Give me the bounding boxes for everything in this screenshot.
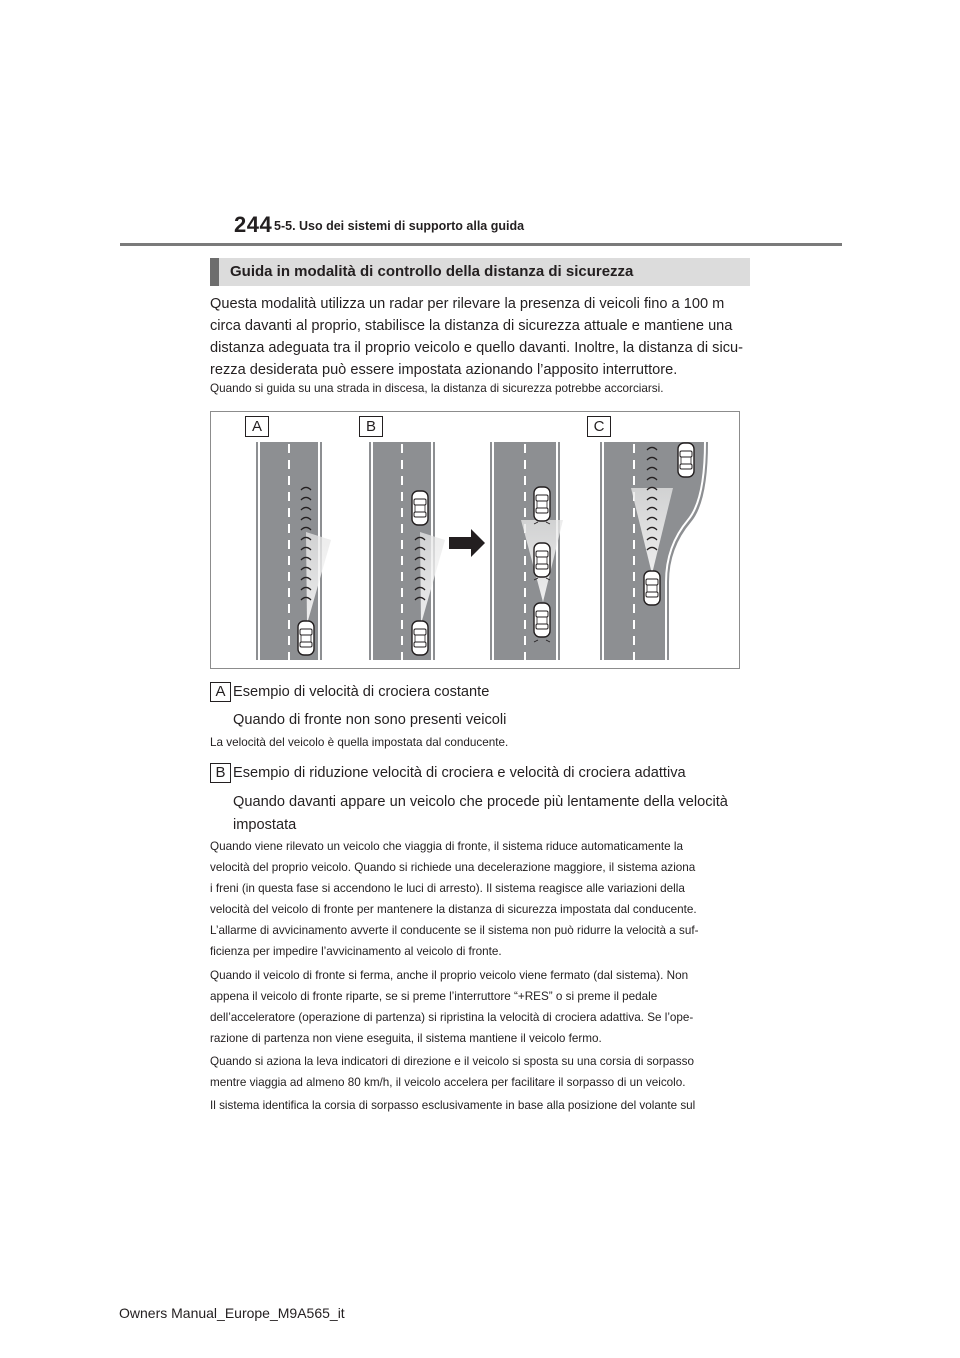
paragraph-line: Il sistema identifica la corsia di sorpasso esclusivamente in base alla posizione del volante sul xyxy=(210,1099,696,1112)
paragraph-line: L’allarme di avvicinamento avverte il conducente se il sistema non può ridurre la velocità a suf- xyxy=(210,924,699,937)
item-a-note: La velocità del veicolo è quella impostata dal conducente. xyxy=(210,736,509,749)
item-b-label: B xyxy=(210,763,231,783)
paragraph-line: i freni (in questa fase si accendono le luci di arresto). Il sistema reagisce alle variazioni della xyxy=(210,882,685,895)
paragraph-line: ficienza per impedire l’avvicinamento al veicolo di fronte. xyxy=(210,945,502,958)
road-a xyxy=(256,442,331,660)
paragraph-line: razione di partenza non viene eseguita, il sistema mantiene il veicolo fermo. xyxy=(210,1032,602,1045)
section-title-bar xyxy=(210,258,750,286)
radar-illustration xyxy=(211,412,739,668)
intro-note: Quando si guida su una strada in discesa, la distanza di sicurezza potrebbe accorciarsi. xyxy=(210,382,664,395)
page-number: 244 xyxy=(234,212,273,237)
road-b-before xyxy=(369,442,445,660)
paragraph-line: Quando il veicolo di fronte si ferma, anche il proprio veicolo viene fermato (dal sistema). Non xyxy=(210,969,689,982)
figure-label-a: A xyxy=(245,416,269,437)
item-a-title: Esempio di velocità di crociera costante xyxy=(233,684,490,700)
figure-label-c: C xyxy=(587,416,611,437)
paragraph-line: Quando si aziona la leva indicatori di direzione e il veicolo si sposta su una corsia di sorpasso xyxy=(210,1055,694,1068)
figure-label-b: B xyxy=(359,416,383,437)
item-b-title: Esempio di riduzione velocità di crociera e velocità di crociera adattiva xyxy=(233,765,686,781)
radar-figure xyxy=(210,411,740,669)
item-a-subtitle: Quando di fronte non sono presenti veicoli xyxy=(233,712,507,728)
section-title: Guida in modalità di controllo della distanza di sicurezza xyxy=(230,263,634,280)
paragraph-line: Quando viene rilevato un veicolo che viaggia di fronte, il sistema riduce automaticamente la xyxy=(210,840,683,853)
paragraph-line: mentre viaggia ad almeno 80 km/h, il veicolo accelera per facilitare il sorpasso di un veicolo. xyxy=(210,1076,686,1089)
road-c xyxy=(600,442,708,660)
intro-line: rezza desiderata può essere impostata azionando l’apposito interruttore. xyxy=(210,362,678,378)
paragraph-line: velocità del veicolo di fronte per mantenere la distanza di sicurezza impostata dal conducente. xyxy=(210,903,697,916)
transition-arrow-icon xyxy=(449,529,485,557)
header-rule xyxy=(120,243,842,246)
paragraph-line: dell’acceleratore (operazione di partenza) si ripristina la velocità di crociera adattiva. Se l’ope- xyxy=(210,1011,694,1024)
paragraph-line: velocità del proprio veicolo. Quando si richiede una decelerazione maggiore, il sistema aziona xyxy=(210,861,696,874)
intro-line: circa davanti al proprio, stabilisce la distanza di sicurezza attuale e mantiene una xyxy=(210,318,733,334)
item-a-label: A xyxy=(210,682,231,702)
road-b-after xyxy=(490,442,563,660)
footer-manual-id: Owners Manual_Europe_M9A565_it xyxy=(119,1305,345,1321)
section-reference: 5-5. Uso dei sistemi di supporto alla guida xyxy=(274,219,525,233)
intro-line: Questa modalità utilizza un radar per rilevare la presenza di veicoli fino a 100 m xyxy=(210,296,725,312)
paragraph-line: appena il veicolo di fronte riparte, se si preme l’interruttore “+RES” o si preme il pedale xyxy=(210,990,658,1003)
item-b-subtitle: impostata xyxy=(233,817,297,833)
intro-line: distanza adeguata tra il proprio veicolo e quello davanti. Inoltre, la distanza di sicu- xyxy=(210,340,743,356)
item-b-subtitle: Quando davanti appare un veicolo che procede più lentamente della velocità xyxy=(233,794,728,810)
